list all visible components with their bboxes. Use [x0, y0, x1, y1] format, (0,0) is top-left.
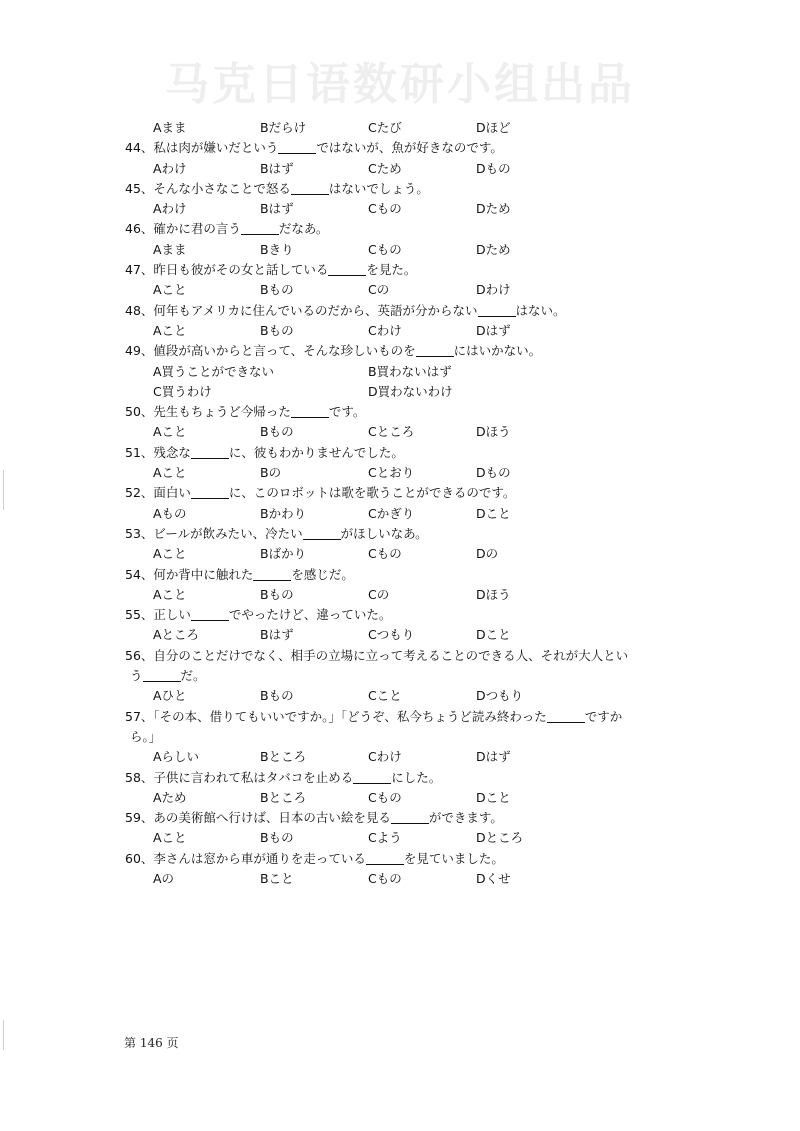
- answer-blank: [391, 811, 429, 824]
- answer-option: Aこと: [153, 322, 187, 338]
- question-text: はないでしょう。: [328, 180, 429, 196]
- answer-option: Bきり: [260, 241, 294, 257]
- question-number: 58、: [125, 769, 154, 785]
- question-line: [125, 260, 785, 280]
- question-number: 48、: [125, 302, 154, 318]
- answer-option: Dはず: [476, 749, 511, 765]
- answer-options-row: [125, 625, 785, 645]
- answer-option: Aこと: [153, 830, 187, 846]
- question-line: [125, 849, 785, 869]
- scan-edge-mark: [3, 470, 4, 510]
- answer-option: Bもの: [260, 688, 294, 704]
- answer-blank: [291, 182, 329, 195]
- answer-blank: [303, 527, 341, 540]
- question-line: [125, 768, 785, 788]
- question-text: ではないが、魚が好きなのです。: [316, 140, 503, 156]
- answer-option: Bところ: [260, 789, 307, 805]
- answer-option: Bはず: [260, 627, 294, 643]
- question-text: 確かに君の言う: [153, 221, 241, 237]
- answer-options-row: [125, 788, 785, 808]
- question-text: 値段が高いからと言って、そんな珍しいものを: [153, 343, 416, 359]
- question-list: [125, 118, 785, 889]
- answer-options-row: [125, 747, 785, 767]
- answer-option: Aまま: [153, 241, 187, 257]
- answer-blank: [191, 608, 229, 621]
- answer-option: Bこと: [260, 870, 294, 886]
- answer-option: Bもの: [260, 424, 294, 440]
- answer-option: Dほう: [476, 586, 511, 602]
- answer-option: Aこと: [153, 282, 187, 298]
- question-number: 60、: [125, 850, 154, 866]
- answer-blank: [143, 669, 181, 682]
- answer-option: Dほど: [476, 120, 511, 135]
- question-text: 何年もアメリカに住んでいるのだから、英語が分からない: [153, 302, 478, 318]
- question-text: 56、自分のことだけでなく、相手の立場に立って考えることのできる人、それが大人とい: [125, 647, 629, 663]
- question-number: 59、: [125, 810, 154, 826]
- question-text: 昨日も彼がその女と話している: [153, 262, 329, 278]
- question-text: 私は肉が嫌いだという: [153, 140, 279, 156]
- answer-blank: [253, 568, 291, 581]
- page-number: 第 146 页: [124, 1036, 179, 1050]
- answer-option: Dわけ: [476, 282, 511, 298]
- answer-option: Aため: [153, 789, 187, 805]
- question-text: だなあ。: [278, 221, 329, 237]
- question-number: 46、: [125, 221, 154, 237]
- question-text: 先生もちょうど今帰った: [153, 404, 291, 420]
- answer-option: Cわけ: [368, 322, 402, 338]
- answer-option: Dの: [476, 546, 499, 562]
- answer-option: Cつもり: [368, 627, 415, 643]
- answer-options-row: [125, 869, 785, 889]
- answer-options-row: [125, 544, 785, 564]
- answer-options-row: [125, 362, 785, 382]
- answer-option: Dつもり: [476, 688, 524, 704]
- answer-option: Aらしい: [153, 749, 200, 765]
- answer-option: Dため: [476, 241, 511, 257]
- question-text: ができます。: [428, 810, 503, 826]
- answer-option: Bはず: [260, 201, 294, 217]
- question-line: [125, 301, 785, 321]
- question-text: う: [130, 668, 143, 684]
- answer-option: Dこと: [476, 505, 511, 521]
- question-text: だ。: [180, 668, 206, 684]
- answer-option: Cもの: [368, 546, 402, 562]
- answer-blank: [328, 263, 366, 276]
- answer-options-row: [125, 382, 785, 402]
- question-line: [125, 565, 785, 585]
- answer-option: Aところ: [153, 627, 200, 643]
- answer-blank: [366, 852, 404, 865]
- question-number: 47、: [125, 262, 154, 278]
- question-text: がほしいなあ。: [340, 525, 428, 541]
- question-text: 面白い: [153, 485, 191, 501]
- answer-blank: [478, 304, 516, 317]
- answer-option: Dほう: [476, 424, 511, 440]
- answer-option: Dもの: [476, 465, 511, 481]
- answer-option: Aもの: [153, 505, 187, 521]
- question-number: 53、: [125, 525, 154, 541]
- answer-options-row: [125, 159, 785, 179]
- answer-options-row: [125, 240, 785, 260]
- question-number: 49、: [125, 343, 154, 359]
- question-number: 52、: [125, 485, 154, 501]
- answer-option: Bの: [260, 465, 282, 481]
- answer-option: Cため: [368, 160, 402, 176]
- answer-blank: [547, 710, 585, 723]
- answer-option: Dため: [476, 201, 511, 217]
- question-text: ですか: [584, 708, 623, 724]
- answer-options-row: [125, 686, 785, 706]
- question-number: 45、: [125, 180, 154, 196]
- answer-option: A買うことができない: [153, 363, 275, 379]
- question-number: 54、: [125, 566, 154, 582]
- question-text: を見た。: [366, 262, 417, 278]
- answer-option: Aわけ: [153, 201, 187, 217]
- question-line: [125, 402, 785, 422]
- watermark: 马克日语数研小组出品: [165, 59, 635, 110]
- answer-blank: [241, 222, 279, 235]
- question-text: 何か背中に触れた: [153, 566, 254, 582]
- answer-options-row: [125, 199, 785, 219]
- answer-blank: [353, 771, 391, 784]
- answer-option: Cもの: [368, 870, 402, 886]
- answer-option: Bところ: [260, 749, 307, 765]
- question-text: そんな小さなことで怒る: [153, 180, 291, 196]
- answer-option: Cよう: [368, 830, 402, 846]
- answer-options-row: [125, 280, 785, 300]
- question-text: 李さんは窓から車が通りを走っている: [153, 850, 366, 866]
- answer-option: Bばかり: [260, 546, 307, 562]
- answer-option: Cもの: [368, 789, 402, 805]
- answer-option: Bもの: [260, 830, 294, 846]
- question-text: に、彼もわかりませんでした。: [228, 444, 404, 460]
- question-text: にした。: [391, 769, 442, 785]
- answer-option: Cところ: [368, 424, 415, 440]
- answer-option: Bはず: [260, 160, 294, 176]
- answer-option: Aこと: [153, 546, 187, 562]
- question-line: [125, 138, 785, 158]
- answer-option: Dこと: [476, 789, 511, 805]
- question-line: [125, 219, 785, 239]
- answer-options-row: [125, 585, 785, 605]
- answer-option: Dもの: [476, 160, 511, 176]
- question-text: を見ていました。: [403, 850, 504, 866]
- question-line: [125, 524, 785, 544]
- answer-option: Aわけ: [153, 160, 187, 176]
- question-continuation: [125, 727, 785, 747]
- question-text: ビールが飲みたい、冷たい: [153, 525, 303, 541]
- answer-option: Aの: [153, 870, 175, 886]
- answer-option: Dこと: [476, 627, 511, 643]
- answer-option: Aこと: [153, 465, 187, 481]
- question-line: [125, 808, 785, 828]
- answer-option: Bだらけ: [260, 120, 307, 135]
- question-text: 子供に言われて私はタバコを止める: [153, 769, 354, 785]
- answer-option: Bもの: [260, 322, 294, 338]
- question-line: [125, 483, 785, 503]
- question-text: を感じだ。: [291, 566, 354, 582]
- answer-blank: [416, 344, 454, 357]
- question-number: 50、: [125, 404, 154, 420]
- answer-option: Cの: [368, 282, 390, 298]
- answer-option: B買わないはず: [368, 363, 452, 379]
- answer-option: C買うわけ: [153, 383, 212, 399]
- question-line: [125, 341, 785, 361]
- question-text: あの美術館へ行けば、日本の古い絵を見る: [153, 810, 391, 826]
- answer-blank: [278, 141, 316, 154]
- answer-option: Aこと: [153, 586, 187, 602]
- question-line: [125, 179, 785, 199]
- answer-option: Aまま: [153, 120, 187, 135]
- question-number: 57、: [125, 708, 154, 724]
- answer-option: Dはず: [476, 322, 511, 338]
- answer-options-row: [125, 828, 785, 848]
- answer-options-row: [125, 463, 785, 483]
- answer-options-row: [125, 422, 785, 442]
- question-continuation: [125, 666, 785, 686]
- question-text: ら。」: [130, 728, 162, 744]
- answer-option: Aひと: [153, 688, 187, 704]
- question-line: [125, 646, 785, 666]
- question-number: 55、: [125, 607, 154, 623]
- question-text: です。: [328, 404, 366, 420]
- answer-blank: [191, 486, 229, 499]
- answer-option: Bもの: [260, 282, 294, 298]
- answer-option: Cとおり: [368, 465, 415, 481]
- question-text: に、このロボットは歌を歌うことができるのです。: [228, 485, 516, 501]
- answer-option: Aこと: [153, 424, 187, 440]
- answer-options-row: [125, 504, 785, 524]
- answer-option: Bかわり: [260, 505, 307, 521]
- question-text: でやったけど、違っていた。: [228, 607, 392, 623]
- answer-option: D買わないわけ: [368, 383, 453, 399]
- answer-blank: [191, 446, 229, 459]
- answer-option: Dところ: [476, 830, 524, 846]
- answer-option: Cわけ: [368, 749, 402, 765]
- answer-options-row: [125, 118, 785, 138]
- answer-blank: [291, 405, 329, 418]
- answer-option: Cかぎり: [368, 505, 415, 521]
- question-text: 残念な: [153, 444, 191, 460]
- question-text: 正しい: [153, 607, 191, 623]
- answer-option: Cの: [368, 586, 390, 602]
- question-text: はない。: [515, 302, 566, 318]
- scan-edge-mark: [3, 1020, 4, 1050]
- question-text: にはいかない。: [453, 343, 542, 359]
- question-number: 51、: [125, 444, 154, 460]
- answer-option: Cもの: [368, 201, 402, 217]
- question-text: 「その本、借りてもいいですか。」「どうぞ、私今ちょうど読み終わった: [153, 708, 547, 724]
- answer-option: Cこと: [368, 688, 402, 704]
- question-line: [125, 605, 785, 625]
- answer-option: Cたび: [368, 120, 402, 135]
- question-line: [125, 707, 785, 727]
- answer-option: Dくせ: [476, 870, 511, 886]
- answer-option: Bもの: [260, 586, 294, 602]
- answer-options-row: [125, 321, 785, 341]
- question-line: [125, 443, 785, 463]
- question-number: 44、: [125, 140, 154, 156]
- answer-option: Cもの: [368, 241, 402, 257]
